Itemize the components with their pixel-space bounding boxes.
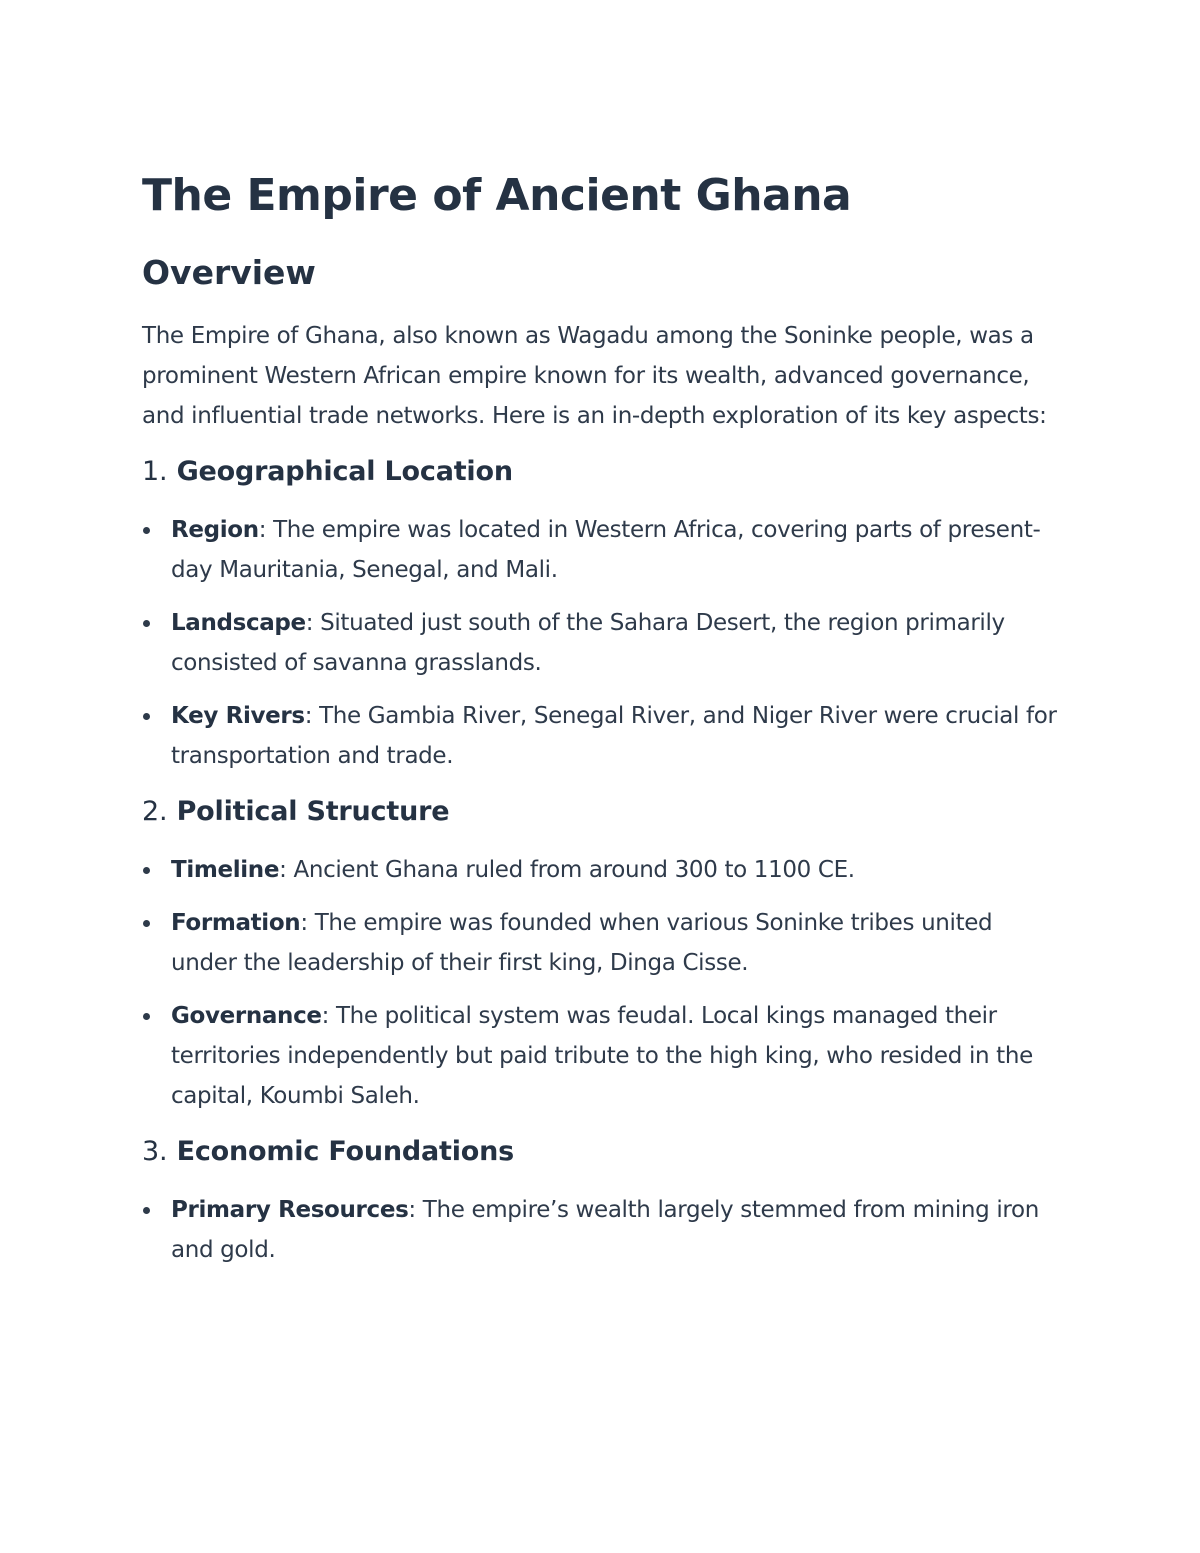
list-item-term: Timeline	[171, 857, 280, 883]
list-item-term: Landscape	[171, 610, 306, 636]
list-item-term: Key Rivers	[171, 703, 305, 729]
section-geographical-location	[142, 452, 1060, 776]
list-item	[142, 510, 1060, 590]
list-item	[142, 996, 1060, 1116]
list-item	[142, 603, 1060, 683]
bullet-list	[142, 510, 1060, 776]
section-heading	[142, 452, 1060, 492]
list-item-text: : The empire was founded when various Soninke tribes united under the leadership of their first king, Dinga Cisse.	[171, 910, 993, 976]
bullet-list	[142, 850, 1060, 1116]
list-item-text: : The Gambia River, Senegal River, and Niger River were crucial for transportation and trade.	[171, 703, 1057, 769]
list-item-term: Formation	[171, 910, 301, 936]
bullet-icon	[143, 920, 150, 927]
list-item-text: : The empire’s wealth largely stemmed from mining iron and gold.	[171, 1197, 1039, 1263]
section-title: Economic Foundations	[176, 1136, 515, 1167]
list-item-term: Primary Resources	[171, 1197, 409, 1223]
list-item-text: : Situated just south of the Sahara Desert, the region primarily consisted of savanna grasslands.	[171, 610, 1005, 676]
list-item	[142, 903, 1060, 983]
list-item-term: Governance	[171, 1003, 322, 1029]
document-title: The Empire of Ancient Ghana	[142, 170, 852, 221]
bullet-list	[142, 1190, 1060, 1270]
bullet-icon	[143, 620, 150, 627]
section-title: Geographical Location	[176, 456, 513, 487]
overview-paragraph: The Empire of Ghana, also known as Wagadu among the Soninke people, was a prominent Western African empire known for its wealth, advanced governance, and influential trade networks. Here is an in-depth exploration of its key aspects:	[142, 323, 1047, 429]
section-heading	[142, 792, 1060, 832]
section-number: 1.	[142, 456, 168, 487]
list-item-text: : The empire was located in Western Africa, covering parts of present-day Mauritania, Senegal, and Mali.	[171, 517, 1041, 583]
overview-heading: Overview	[142, 253, 316, 292]
section-title: Political Structure	[176, 796, 450, 827]
list-item-text: : Ancient Ghana ruled from around 300 to 1100 CE.	[279, 857, 855, 883]
list-item-text: : The political system was feudal. Local kings managed their territories independently but paid tribute to the high king, who resided in the capital, Koumbi Saleh.	[171, 1003, 1033, 1109]
list-item-term: Region	[171, 517, 259, 543]
bullet-icon	[143, 527, 150, 534]
list-item	[142, 1190, 1060, 1270]
bullet-icon	[143, 1013, 150, 1020]
section-political-structure	[142, 792, 1060, 1116]
section-heading	[142, 1132, 1060, 1172]
section-number: 3.	[142, 1136, 168, 1167]
list-item	[142, 850, 1060, 890]
bullet-icon	[143, 713, 150, 720]
list-item	[142, 696, 1060, 776]
section-economic-foundations	[142, 1132, 1060, 1270]
bullet-icon	[143, 867, 150, 874]
section-number: 2.	[142, 796, 168, 827]
bullet-icon	[143, 1207, 150, 1214]
